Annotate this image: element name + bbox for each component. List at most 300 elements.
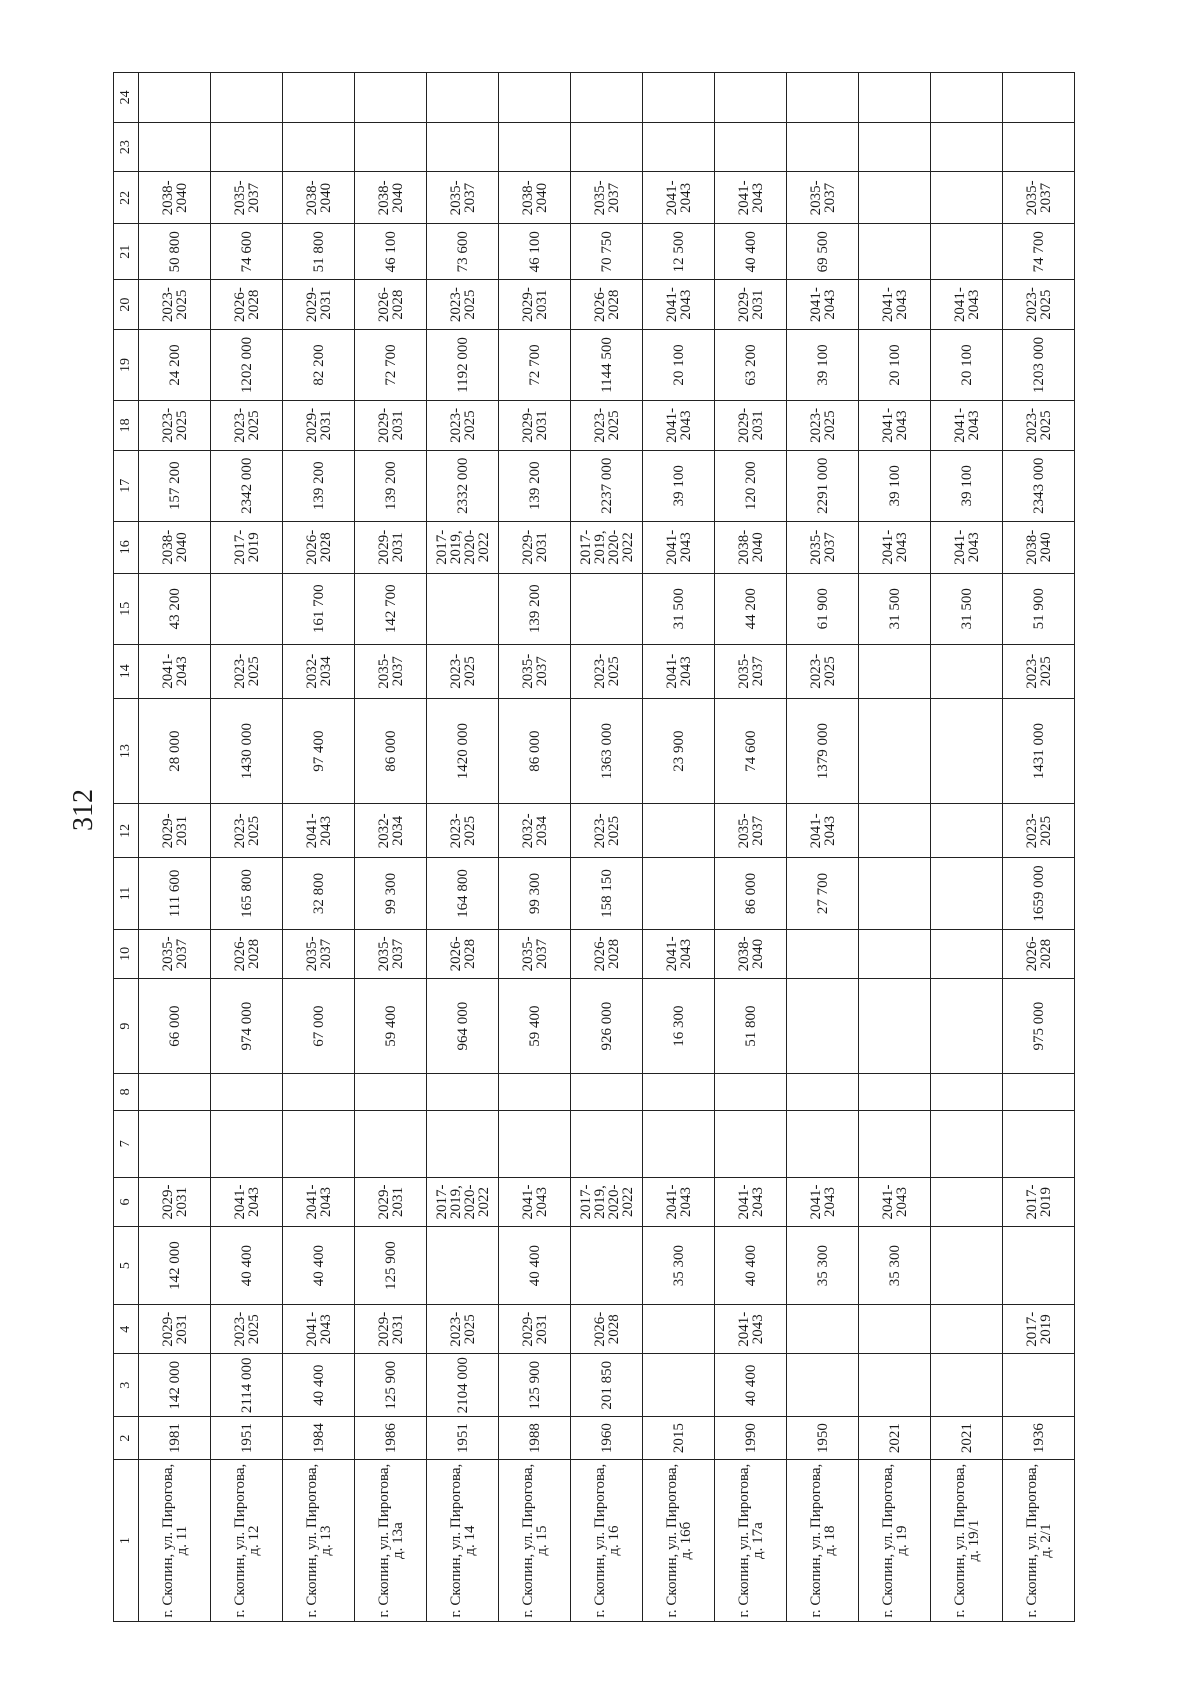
amount-cell: [787, 979, 859, 1074]
table-row: [355, 73, 427, 1622]
period-cell: [931, 1304, 1003, 1354]
amount-cell: 31 500: [931, 573, 1003, 644]
period-cell: 2029-2031: [499, 280, 571, 330]
amount-cell: 139 200: [355, 450, 427, 521]
period-cell: 2017-2019: [211, 521, 283, 573]
period-cell: 2041-2043: [499, 1177, 571, 1227]
period-cell: 2035-2037: [787, 521, 859, 573]
column-number-24: 24: [114, 73, 139, 123]
period-cell: 2041-2043: [859, 521, 931, 573]
period-cell: 2023-2025: [1003, 644, 1075, 698]
build-year-cell: 2021: [859, 1417, 931, 1460]
amount-cell: 1379 000: [787, 698, 859, 804]
amount-cell: 158 150: [571, 858, 643, 929]
amount-cell: 35 300: [643, 1227, 715, 1305]
period-cell: [931, 804, 1003, 858]
amount-cell: [1003, 1227, 1075, 1305]
amount-cell: 51 800: [715, 979, 787, 1074]
page-number: 312: [68, 789, 99, 831]
address-cell: г. Скопин, ул. Пирогова, д. 16б: [643, 1460, 715, 1622]
period-cell: 2041-2043: [715, 1177, 787, 1227]
amount-cell: 31 500: [643, 573, 715, 644]
period-cell: 2029-2031: [139, 1304, 211, 1354]
period-cell: 2023-2025: [571, 401, 643, 451]
address-cell: г. Скопин, ул. Пирогова, д. 2/1: [1003, 1460, 1075, 1622]
amount-cell: 40 400: [715, 1227, 787, 1305]
amount-cell: 86 000: [499, 698, 571, 804]
period-cell: 2032-2034: [499, 804, 571, 858]
period-cell: 2038-2040: [715, 929, 787, 979]
period-cell: 2017-2019: [1003, 1177, 1075, 1227]
period-cell: 2026-2028: [571, 280, 643, 330]
period-cell: 2041-2043: [859, 401, 931, 451]
amount-cell: [787, 122, 859, 172]
build-year-cell: 1981: [139, 1417, 211, 1460]
period-cell: 2017-2019: [1003, 1304, 1075, 1354]
table-row: [427, 73, 499, 1622]
amount-cell: 165 800: [211, 858, 283, 929]
amount-cell: [571, 1110, 643, 1177]
period-cell: [787, 929, 859, 979]
period-cell: 2035-2037: [715, 804, 787, 858]
amount-cell: [571, 1227, 643, 1305]
period-cell: [931, 929, 1003, 979]
period-cell: 2041-2043: [931, 401, 1003, 451]
period-cell: 2026-2028: [211, 280, 283, 330]
period-cell: 2038-2040: [139, 172, 211, 224]
amount-cell: 1192 000: [427, 329, 499, 400]
period-cell: 2023-2025: [211, 804, 283, 858]
amount-cell: [283, 1074, 355, 1111]
amount-cell: 1430 000: [211, 698, 283, 804]
amount-cell: 97 400: [283, 698, 355, 804]
period-cell: 2029-2031: [355, 521, 427, 573]
build-year-cell: 2021: [931, 1417, 1003, 1460]
period-cell: 2035-2037: [427, 172, 499, 224]
period-cell: 2041-2043: [787, 1177, 859, 1227]
column-number-15: 15: [114, 573, 139, 644]
amount-cell: [715, 1074, 787, 1111]
amount-cell: [715, 1110, 787, 1177]
amount-cell: [643, 1074, 715, 1111]
period-cell: 2035-2037: [499, 929, 571, 979]
amount-cell: [355, 1110, 427, 1177]
amount-cell: 157 200: [139, 450, 211, 521]
column-number-14: 14: [114, 644, 139, 698]
build-year-cell: 1990: [715, 1417, 787, 1460]
amount-cell: [1003, 1074, 1075, 1111]
column-number-23: 23: [114, 122, 139, 172]
address-cell: г. Скопин, ул. Пирогова, д. 13а: [355, 1460, 427, 1622]
period-cell: [859, 644, 931, 698]
amount-cell: 40 400: [715, 224, 787, 280]
amount-cell: 111 600: [139, 858, 211, 929]
period-cell: 2035-2037: [787, 172, 859, 224]
period-cell: 2041-2043: [787, 280, 859, 330]
amount-cell: [1003, 73, 1075, 123]
build-year-cell: 1960: [571, 1417, 643, 1460]
amount-cell: 44 200: [715, 573, 787, 644]
build-year-cell: 1988: [499, 1417, 571, 1460]
period-cell: [931, 1177, 1003, 1227]
table-row: [859, 73, 931, 1622]
amount-cell: [499, 1074, 571, 1111]
period-cell: 2029-2031: [355, 401, 427, 451]
amount-cell: [715, 122, 787, 172]
amount-cell: [211, 73, 283, 123]
amount-cell: [1003, 1354, 1075, 1417]
amount-cell: [931, 858, 1003, 929]
column-number-1: 1: [114, 1460, 139, 1622]
amount-cell: 139 200: [499, 573, 571, 644]
period-cell: 2029-2031: [715, 280, 787, 330]
amount-cell: 61 900: [787, 573, 859, 644]
amount-cell: 73 600: [427, 224, 499, 280]
amount-cell: 20 100: [931, 329, 1003, 400]
amount-cell: 139 200: [283, 450, 355, 521]
period-cell: 2029-2031: [283, 280, 355, 330]
build-year-cell: 1984: [283, 1417, 355, 1460]
period-cell: 2041-2043: [643, 521, 715, 573]
period-cell: 2038-2040: [283, 172, 355, 224]
amount-cell: 39 100: [931, 450, 1003, 521]
period-cell: 2026-2028: [1003, 929, 1075, 979]
column-number-22: 22: [114, 172, 139, 224]
amount-cell: 59 400: [355, 979, 427, 1074]
amount-cell: 51 900: [1003, 573, 1075, 644]
amount-cell: [859, 979, 931, 1074]
amount-cell: [571, 573, 643, 644]
amount-cell: 139 200: [499, 450, 571, 521]
amount-cell: 74 700: [1003, 224, 1075, 280]
amount-cell: 70 750: [571, 224, 643, 280]
period-cell: 2041-2043: [643, 401, 715, 451]
address-cell: г. Скопин, ул. Пирогова, д. 19: [859, 1460, 931, 1622]
amount-cell: 20 100: [859, 329, 931, 400]
amount-cell: 35 300: [859, 1227, 931, 1305]
period-cell: 2023-2025: [211, 1304, 283, 1354]
amount-cell: 125 900: [499, 1354, 571, 1417]
period-cell: 2035-2037: [499, 644, 571, 698]
amount-cell: [1003, 1110, 1075, 1177]
amount-cell: 40 400: [715, 1354, 787, 1417]
amount-cell: [643, 122, 715, 172]
amount-cell: 99 300: [355, 858, 427, 929]
column-number-19: 19: [114, 329, 139, 400]
amount-cell: 1431 000: [1003, 698, 1075, 804]
amount-cell: 2343 000: [1003, 450, 1075, 521]
column-number-17: 17: [114, 450, 139, 521]
amount-cell: [139, 73, 211, 123]
period-cell: 2023-2025: [427, 804, 499, 858]
build-year-cell: 1950: [787, 1417, 859, 1460]
column-number-10: 10: [114, 929, 139, 979]
period-cell: 2035-2037: [571, 172, 643, 224]
table-row: [139, 73, 211, 1622]
period-cell: 2041-2043: [931, 521, 1003, 573]
table-row: [1003, 73, 1075, 1622]
amount-cell: [211, 573, 283, 644]
column-number-4: 4: [114, 1304, 139, 1354]
period-cell: 2041-2043: [859, 280, 931, 330]
period-cell: 2023-2025: [787, 401, 859, 451]
amount-cell: 164 800: [427, 858, 499, 929]
amount-cell: [571, 1074, 643, 1111]
amount-cell: [931, 1354, 1003, 1417]
amount-cell: 43 200: [139, 573, 211, 644]
column-number-12: 12: [114, 804, 139, 858]
amount-cell: 142 700: [355, 573, 427, 644]
address-cell: г. Скопин, ул. Пирогова, д. 16: [571, 1460, 643, 1622]
amount-cell: 59 400: [499, 979, 571, 1074]
column-number-16: 16: [114, 521, 139, 573]
amount-cell: 40 400: [283, 1227, 355, 1305]
amount-cell: 74 600: [715, 698, 787, 804]
period-cell: 2035-2037: [283, 929, 355, 979]
column-number-3: 3: [114, 1354, 139, 1417]
address-cell: г. Скопин, ул. Пирогова, д. 14: [427, 1460, 499, 1622]
amount-cell: [931, 73, 1003, 123]
period-cell: 2023-2025: [571, 644, 643, 698]
amount-cell: 39 100: [643, 450, 715, 521]
build-year-cell: 1951: [211, 1417, 283, 1460]
period-cell: 2017-2019, 2020-2022: [427, 521, 499, 573]
period-cell: 2023-2025: [1003, 401, 1075, 451]
amount-cell: 1202 000: [211, 329, 283, 400]
column-number-8: 8: [114, 1074, 139, 1111]
amount-cell: [139, 122, 211, 172]
period-cell: 2041-2043: [859, 1177, 931, 1227]
amount-cell: 40 400: [211, 1227, 283, 1305]
amount-cell: [571, 122, 643, 172]
amount-cell: 16 300: [643, 979, 715, 1074]
period-cell: 2041-2043: [715, 1304, 787, 1354]
period-cell: 2023-2025: [1003, 804, 1075, 858]
period-cell: 2029-2031: [283, 401, 355, 451]
table-row: [571, 73, 643, 1622]
table-row: [715, 73, 787, 1622]
amount-cell: 125 900: [355, 1354, 427, 1417]
period-cell: [859, 804, 931, 858]
amount-cell: 99 300: [499, 858, 571, 929]
amount-cell: [427, 1110, 499, 1177]
amount-cell: 40 400: [283, 1354, 355, 1417]
amount-cell: 27 700: [787, 858, 859, 929]
table-row: [643, 73, 715, 1622]
period-cell: [643, 1304, 715, 1354]
amount-cell: [283, 1110, 355, 1177]
column-number-21: 21: [114, 224, 139, 280]
period-cell: 2023-2025: [211, 401, 283, 451]
column-number-5: 5: [114, 1227, 139, 1305]
period-cell: 2035-2037: [715, 644, 787, 698]
column-number-18: 18: [114, 401, 139, 451]
amount-cell: 12 500: [643, 224, 715, 280]
period-cell: 2029-2031: [715, 401, 787, 451]
period-cell: 2035-2037: [355, 644, 427, 698]
amount-cell: [787, 1074, 859, 1111]
column-number-7: 7: [114, 1110, 139, 1177]
amount-cell: [859, 122, 931, 172]
build-year-cell: 1951: [427, 1417, 499, 1460]
amount-cell: [211, 1074, 283, 1111]
amount-cell: 974 000: [211, 979, 283, 1074]
amount-cell: 40 400: [499, 1227, 571, 1305]
column-number-11: 11: [114, 858, 139, 929]
period-cell: 2029-2031: [355, 1177, 427, 1227]
rotated-table-area: [113, 72, 1071, 1622]
amount-cell: 1203 000: [1003, 329, 1075, 400]
amount-cell: [355, 73, 427, 123]
amount-cell: 28 000: [139, 698, 211, 804]
amount-cell: [139, 1074, 211, 1111]
amount-cell: [211, 122, 283, 172]
amount-cell: [931, 122, 1003, 172]
amount-cell: [859, 1110, 931, 1177]
amount-cell: [643, 858, 715, 929]
amount-cell: [787, 73, 859, 123]
amount-cell: 63 200: [715, 329, 787, 400]
amount-cell: 142 000: [139, 1354, 211, 1417]
amount-cell: 161 700: [283, 573, 355, 644]
amount-cell: [931, 698, 1003, 804]
amount-cell: [931, 979, 1003, 1074]
build-year-cell: 1936: [1003, 1417, 1075, 1460]
amount-cell: 975 000: [1003, 979, 1075, 1074]
period-cell: 2035-2037: [355, 929, 427, 979]
period-cell: 2041-2043: [643, 172, 715, 224]
amount-cell: [499, 122, 571, 172]
build-year-cell: 2015: [643, 1417, 715, 1460]
period-cell: 2041-2043: [715, 172, 787, 224]
table-row: [787, 73, 859, 1622]
amount-cell: 39 100: [787, 329, 859, 400]
address-cell: г. Скопин, ул. Пирогова, д. 13: [283, 1460, 355, 1622]
amount-cell: [427, 1227, 499, 1305]
amount-cell: 2291 000: [787, 450, 859, 521]
amount-cell: [643, 1354, 715, 1417]
amount-cell: [931, 1074, 1003, 1111]
amount-cell: [715, 73, 787, 123]
period-cell: 2041-2043: [283, 804, 355, 858]
amount-cell: 1363 000: [571, 698, 643, 804]
period-cell: 2038-2040: [1003, 521, 1075, 573]
amount-cell: 2114 000: [211, 1354, 283, 1417]
amount-cell: 2104 000: [427, 1354, 499, 1417]
period-cell: [643, 804, 715, 858]
period-cell: 2023-2025: [427, 1304, 499, 1354]
amount-cell: [427, 573, 499, 644]
period-cell: 2017-2019, 2020-2022: [571, 1177, 643, 1227]
amount-cell: 72 700: [355, 329, 427, 400]
period-cell: 2041-2043: [643, 280, 715, 330]
amount-cell: [859, 698, 931, 804]
amount-cell: [427, 1074, 499, 1111]
column-number-9: 9: [114, 979, 139, 1074]
amount-cell: [859, 224, 931, 280]
amount-cell: 201 850: [571, 1354, 643, 1417]
amount-cell: 926 000: [571, 979, 643, 1074]
period-cell: 2038-2040: [499, 172, 571, 224]
period-cell: 2038-2040: [355, 172, 427, 224]
amount-cell: 2342 000: [211, 450, 283, 521]
amount-cell: 964 000: [427, 979, 499, 1074]
period-cell: 2041-2043: [211, 1177, 283, 1227]
amount-cell: 35 300: [787, 1227, 859, 1305]
period-cell: [859, 929, 931, 979]
period-cell: 2035-2037: [211, 172, 283, 224]
amount-cell: 24 200: [139, 329, 211, 400]
amount-cell: [355, 122, 427, 172]
amount-cell: 72 700: [499, 329, 571, 400]
amount-cell: [787, 1354, 859, 1417]
period-cell: 2029-2031: [499, 521, 571, 573]
amount-cell: 2332 000: [427, 450, 499, 521]
period-cell: 2023-2025: [1003, 280, 1075, 330]
column-number-20: 20: [114, 280, 139, 330]
amount-cell: 46 100: [499, 224, 571, 280]
table-row: [211, 73, 283, 1622]
period-cell: 2026-2028: [355, 280, 427, 330]
amount-cell: 2237 000: [571, 450, 643, 521]
amount-cell: [355, 1074, 427, 1111]
amount-cell: 142 000: [139, 1227, 211, 1305]
table-row: [283, 73, 355, 1622]
amount-cell: 23 900: [643, 698, 715, 804]
amount-cell: [571, 73, 643, 123]
period-cell: [931, 172, 1003, 224]
period-cell: [859, 172, 931, 224]
amount-cell: 1420 000: [427, 698, 499, 804]
amount-cell: 1659 000: [1003, 858, 1075, 929]
amount-cell: [499, 73, 571, 123]
period-cell: 2023-2025: [139, 280, 211, 330]
amount-cell: 86 000: [355, 698, 427, 804]
amount-cell: [859, 1354, 931, 1417]
amount-cell: [931, 1110, 1003, 1177]
column-number-2: 2: [114, 1417, 139, 1460]
period-cell: 2029-2031: [139, 804, 211, 858]
amount-cell: 125 900: [355, 1227, 427, 1305]
period-cell: 2035-2037: [1003, 172, 1075, 224]
period-cell: 2023-2025: [427, 280, 499, 330]
period-cell: 2038-2040: [715, 521, 787, 573]
period-cell: 2026-2028: [427, 929, 499, 979]
period-cell: [859, 1304, 931, 1354]
address-cell: г. Скопин, ул. Пирогова, д. 12: [211, 1460, 283, 1622]
amount-cell: [859, 1074, 931, 1111]
amount-cell: [1003, 122, 1075, 172]
period-cell: 2026-2028: [571, 1304, 643, 1354]
period-cell: 2041-2043: [643, 644, 715, 698]
address-cell: г. Скопин, ул. Пирогова, д. 17а: [715, 1460, 787, 1622]
amount-cell: [427, 73, 499, 123]
amount-cell: 74 600: [211, 224, 283, 280]
amount-cell: [931, 1227, 1003, 1305]
column-number-6: 6: [114, 1177, 139, 1227]
amount-cell: 51 800: [283, 224, 355, 280]
period-cell: 2041-2043: [283, 1177, 355, 1227]
period-cell: 2032-2034: [283, 644, 355, 698]
period-cell: 2023-2025: [427, 401, 499, 451]
amount-cell: 39 100: [859, 450, 931, 521]
address-cell: г. Скопин, ул. Пирогова, д. 19/1: [931, 1460, 1003, 1622]
period-cell: 2029-2031: [499, 401, 571, 451]
period-cell: 2023-2025: [139, 401, 211, 451]
period-cell: 2035-2037: [139, 929, 211, 979]
period-cell: 2026-2028: [571, 929, 643, 979]
amount-cell: [787, 1110, 859, 1177]
